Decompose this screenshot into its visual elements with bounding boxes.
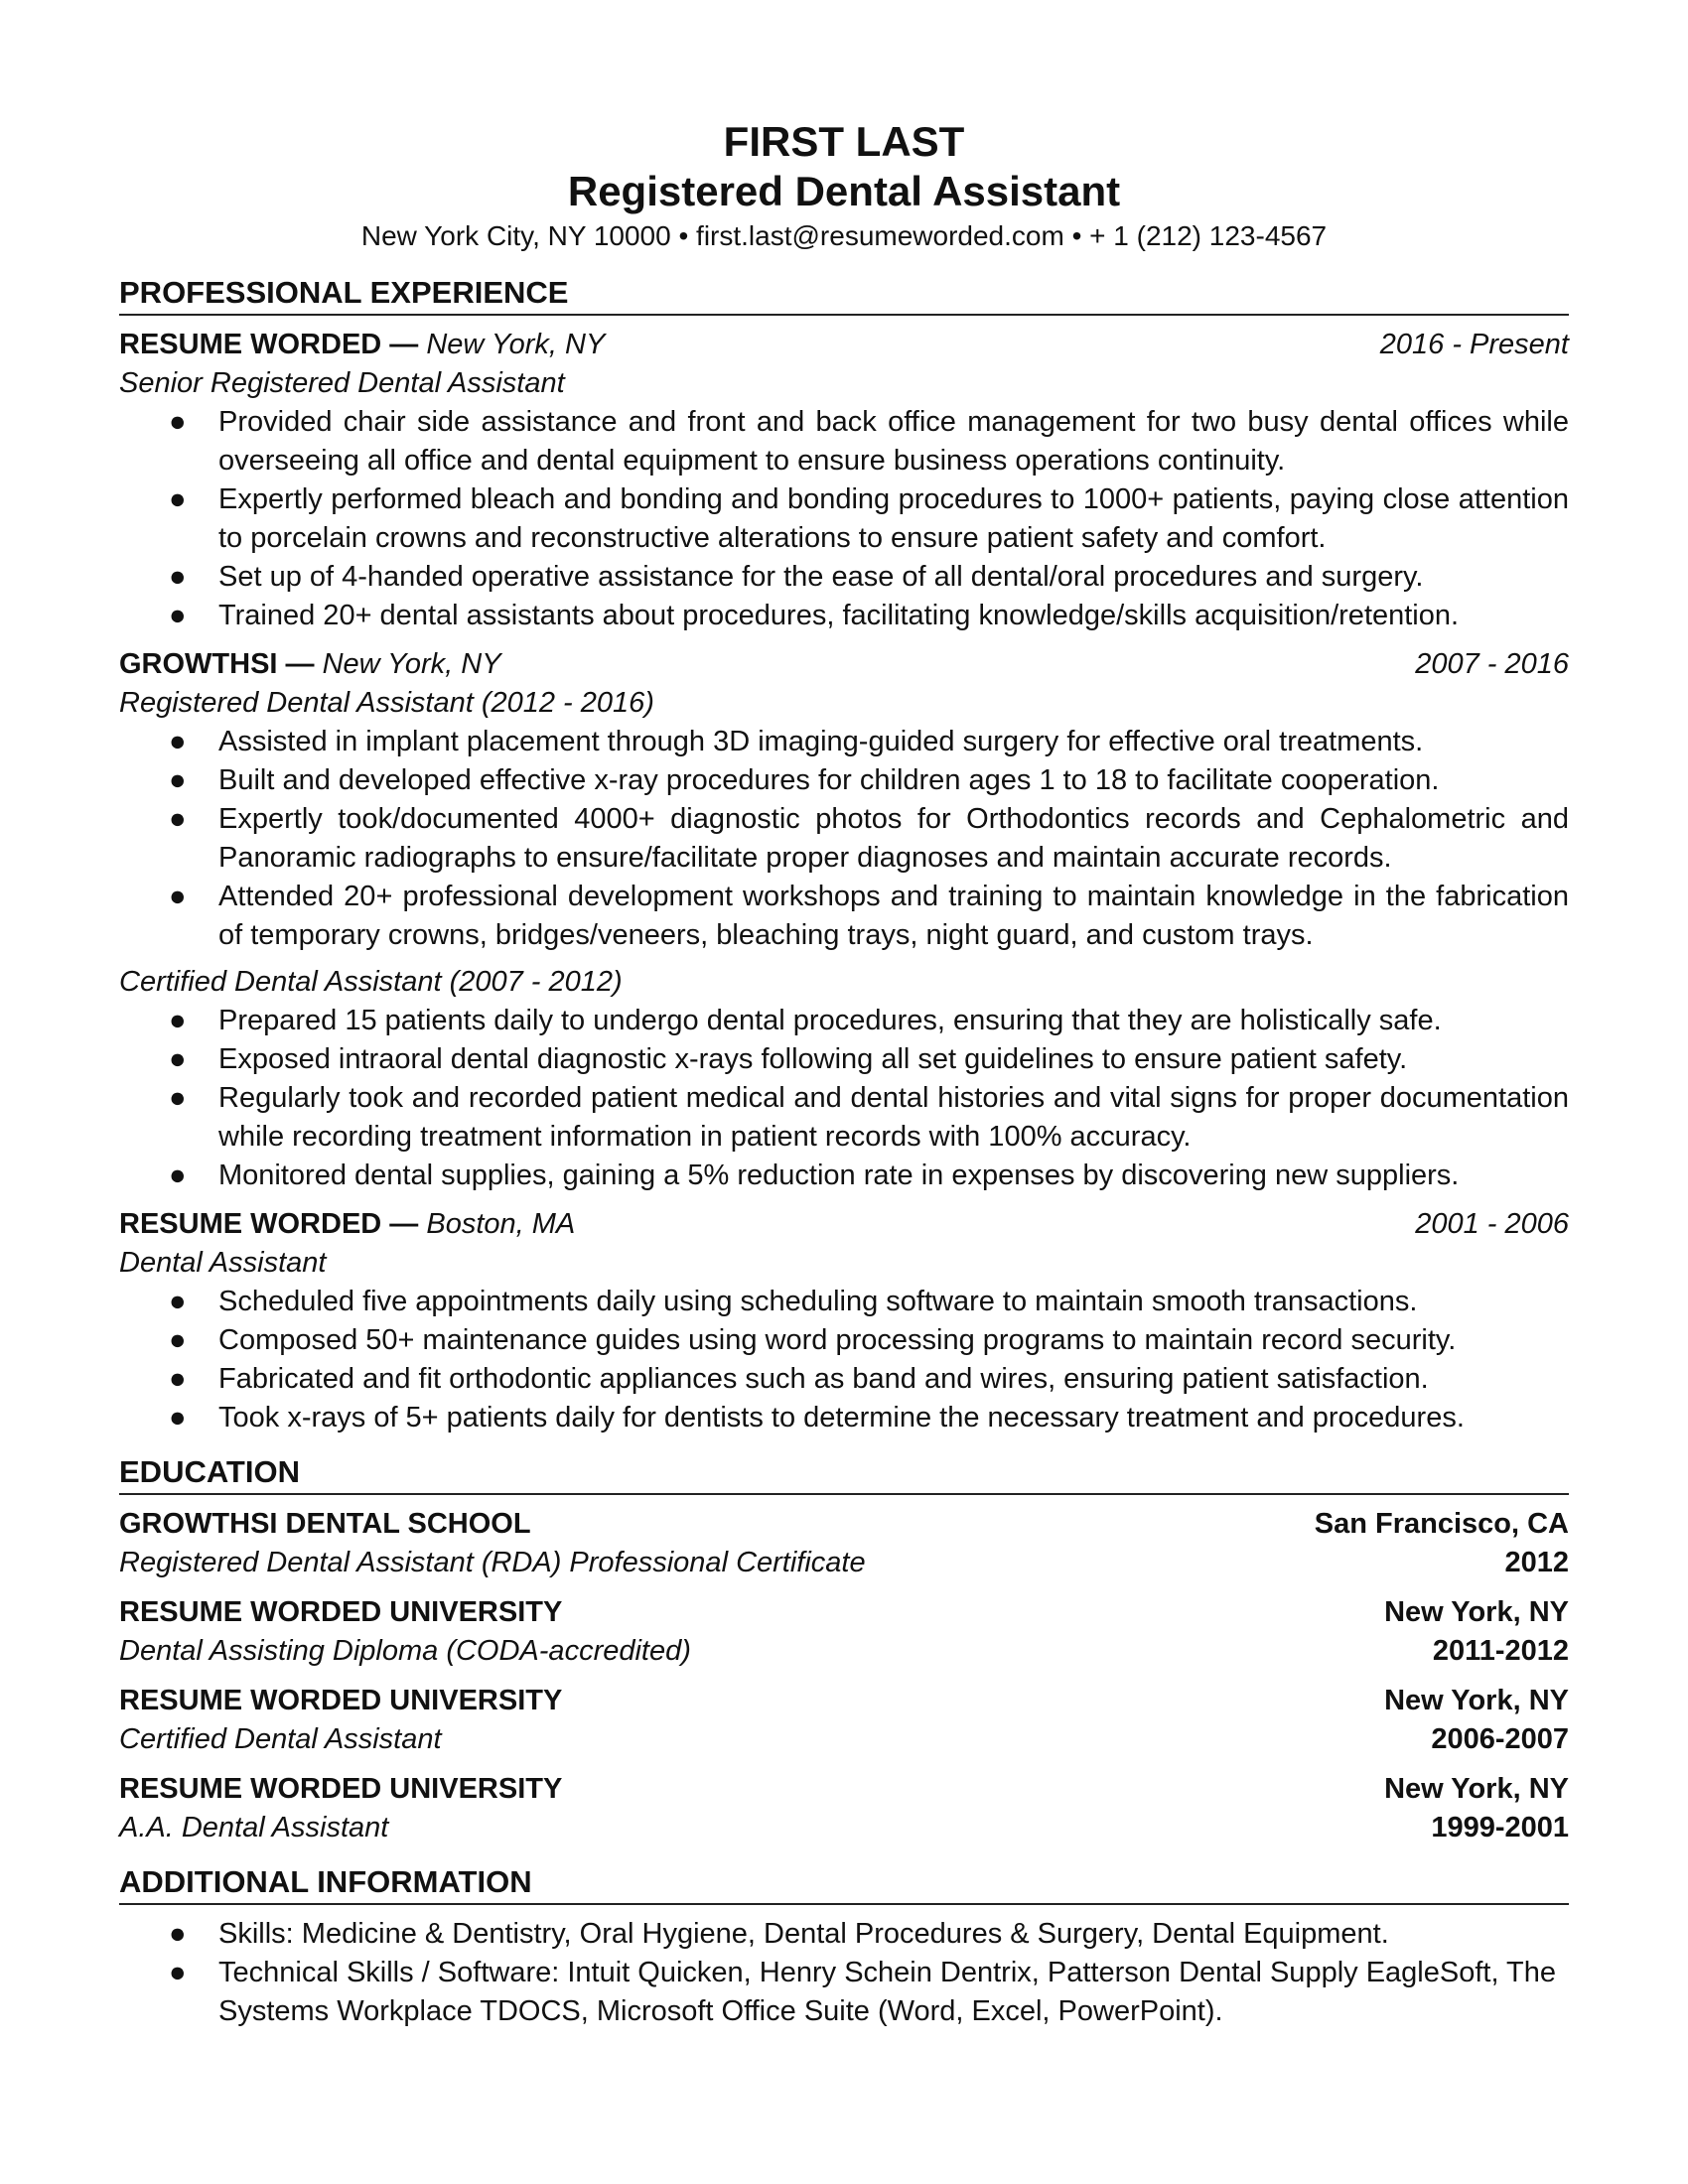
education-entry [119, 1682, 1569, 1759]
degree-year: 2012 [1504, 1547, 1569, 1578]
list-item [119, 1002, 1569, 1040]
school-location: San Francisco, CA [1314, 1508, 1569, 1540]
list-item [119, 1040, 1569, 1079]
list-item [119, 1360, 1569, 1399]
bullet-text: Regularly took and recorded patient medical and dental histories and vital signs for proper documentation while recording treatment information in patient records with 100% accuracy. [218, 1082, 1569, 1153]
degree-name: Registered Dental Assistant (RDA) Professional Certificate [119, 1547, 866, 1578]
education-entry [119, 1770, 1569, 1847]
bullet-text: Composed 50+ maintenance guides using word processing programs to maintain record security. [218, 1324, 1457, 1356]
list-item [119, 761, 1569, 800]
bullet-icon: ● [169, 1324, 187, 1356]
job-dates: 2001 - 2006 [1415, 1208, 1569, 1240]
candidate-name: FIRST LAST [723, 118, 965, 165]
bullet-text: Attended 20+ professional development workshops and training to maintain knowledge in the fabrication of temporary crowns, bridges/veneers, bleaching trays, night guard, and custom trays. [218, 881, 1569, 951]
school-name: RESUME WORDED UNIVERSITY [119, 1773, 563, 1805]
company-name: GROWTHSI — [119, 648, 315, 680]
job-employer [119, 1205, 575, 1244]
bullet-text: Monitored dental supplies, gaining a 5% reduction rate in expenses by discovering new suppliers. [218, 1160, 1460, 1191]
bullet-text: Provided chair side assistance and front and back office management for two busy dental offices while overseeing all office and dental equipment to ensure business operations continuity. [218, 406, 1569, 477]
bullet-icon: ● [169, 1402, 187, 1433]
education-header [119, 1593, 1569, 1632]
degree-name: Certified Dental Assistant [119, 1723, 442, 1755]
list-item [119, 1079, 1569, 1157]
job-header [119, 645, 1569, 684]
bullet-icon: ● [169, 881, 187, 912]
degree-year: 2006-2007 [1431, 1723, 1569, 1755]
bullet-list [119, 403, 1569, 635]
role-title: Dental Assistant [119, 1247, 327, 1279]
bullet-icon: ● [169, 1043, 187, 1075]
school-location: New York, NY [1384, 1596, 1569, 1628]
school-location: New York, NY [1384, 1685, 1569, 1716]
degree-name: A.A. Dental Assistant [119, 1812, 389, 1843]
list-item [119, 1157, 1569, 1195]
bullet-icon: ● [169, 561, 187, 593]
bullet-text: Skills: Medicine & Dentistry, Oral Hygiene, Dental Procedures & Surgery, Dental Equipment. [218, 1918, 1389, 1950]
job-entry [119, 645, 1569, 1195]
bullet-text: Fabricated and fit orthodontic appliances such as band and wires, ensuring patient satisfaction. [218, 1363, 1429, 1395]
job-entry [119, 326, 1569, 635]
list-item [119, 1283, 1569, 1321]
section-divider [119, 1903, 1569, 1905]
bullet-text: Expertly took/documented 4000+ diagnostic photos for Orthodontics records and Cephalometric and Panoramic radiographs to ensure/facilitate proper diagnoses and maintain accurate records. [218, 803, 1569, 874]
list-item [119, 878, 1569, 955]
role-title: Registered Dental Assistant (2012 - 2016) [119, 687, 654, 719]
section-divider [119, 314, 1569, 316]
bullet-text: Took x-rays of 5+ patients daily for dentists to determine the necessary treatment and procedures. [218, 1402, 1465, 1433]
bullet-text: Technical Skills / Software: Intuit Quicken, Henry Schein Dentrix, Patterson Dental Supply EagleSoft, The Systems Workplace TDOCS, Microsoft Office Suite (Word, Excel, PowerPoint). [218, 1957, 1557, 2027]
bullet-icon: ● [169, 600, 187, 631]
company-name: RESUME WORDED — [119, 1208, 419, 1240]
degree-name: Dental Assisting Diploma (CODA-accredited) [119, 1635, 691, 1667]
contact-line: New York City, NY 10000 • first.last@resumeworded.com • + 1 (212) 123-4567 [360, 220, 1328, 251]
bullet-text: Exposed intraoral dental diagnostic x-rays following all set guidelines to ensure patient safety. [218, 1043, 1408, 1075]
bullet-icon: ● [169, 1918, 187, 1950]
list-item [119, 558, 1569, 597]
list-item [119, 1954, 1569, 2031]
job-dates: 2007 - 2016 [1415, 648, 1569, 680]
bullet-text: Expertly performed bleach and bonding and bonding procedures to 1000+ patients, paying close attention to porcelain crowns and reconstructive alterations to ensure patient safety and comfort. [218, 483, 1569, 554]
education-entry [119, 1593, 1569, 1671]
list-item [119, 800, 1569, 878]
bullet-icon: ● [169, 764, 187, 796]
degree-year: 2011-2012 [1432, 1635, 1569, 1667]
education-entry [119, 1505, 1569, 1582]
job-title: Registered Dental Assistant [567, 168, 1121, 214]
job-header [119, 326, 1569, 364]
bullet-icon: ● [169, 1363, 187, 1395]
list-item [119, 480, 1569, 558]
resume-page [119, 117, 1569, 2045]
bullet-text: Built and developed effective x-ray procedures for children ages 1 to 18 to facilitate cooperation. [218, 764, 1440, 796]
bullet-text: Scheduled five appointments daily using scheduling software to maintain smooth transactions. [218, 1286, 1418, 1317]
bullet-icon: ● [169, 1160, 187, 1191]
bullet-text: Trained 20+ dental assistants about procedures, facilitating knowledge/skills acquisition/retention. [218, 600, 1460, 631]
education-detail [119, 1720, 1569, 1759]
bullet-icon: ● [169, 1005, 187, 1036]
education-header [119, 1770, 1569, 1809]
section-heading-additional: ADDITIONAL INFORMATION [119, 1864, 532, 1899]
list-item [119, 1915, 1569, 1954]
role-title: Certified Dental Assistant (2007 - 2012) [119, 966, 623, 998]
bullet-list [119, 1915, 1569, 2031]
education-section [119, 1451, 1569, 1847]
bullet-text: Assisted in implant placement through 3D imaging-guided surgery for effective oral treatments. [218, 726, 1424, 757]
bullet-icon: ● [169, 1957, 187, 1988]
bullet-icon: ● [169, 406, 187, 438]
list-item [119, 723, 1569, 761]
job-dates: 2016 - Present [1379, 329, 1569, 360]
list-item [119, 403, 1569, 480]
job-header [119, 1205, 1569, 1244]
bullet-text: Set up of 4-handed operative assistance for the ease of all dental/oral procedures and surgery. [218, 561, 1424, 593]
section-heading-experience: PROFESSIONAL EXPERIENCE [119, 275, 569, 310]
degree-year: 1999-2001 [1431, 1812, 1569, 1843]
list-item [119, 1321, 1569, 1360]
education-detail [119, 1544, 1569, 1582]
bullet-icon: ● [169, 803, 187, 835]
bullet-icon: ● [169, 483, 187, 515]
company-name: RESUME WORDED — [119, 329, 419, 360]
bullet-icon: ● [169, 726, 187, 757]
list-item [119, 597, 1569, 635]
bullet-icon: ● [169, 1286, 187, 1317]
education-detail [119, 1632, 1569, 1671]
role-title: Senior Registered Dental Assistant [119, 367, 565, 399]
education-header [119, 1682, 1569, 1720]
bullet-text: Prepared 15 patients daily to undergo dental procedures, ensuring that they are holistically safe. [218, 1005, 1442, 1036]
bullet-list [119, 1283, 1569, 1437]
bullet-list [119, 1002, 1569, 1195]
section-divider [119, 1493, 1569, 1495]
experience-section [119, 272, 1569, 1437]
company-location: New York, NY [426, 329, 606, 360]
list-item [119, 1399, 1569, 1437]
job-entry [119, 1205, 1569, 1437]
section-heading-education: EDUCATION [119, 1454, 300, 1489]
job-employer [119, 326, 605, 364]
education-detail [119, 1809, 1569, 1847]
company-location: New York, NY [322, 648, 501, 680]
school-name: RESUME WORDED UNIVERSITY [119, 1596, 563, 1628]
school-location: New York, NY [1384, 1773, 1569, 1805]
company-location: Boston, MA [426, 1208, 576, 1240]
bullet-list [119, 723, 1569, 955]
job-employer [119, 645, 501, 684]
additional-section [119, 1861, 1569, 2031]
bullet-icon: ● [169, 1082, 187, 1114]
school-name: RESUME WORDED UNIVERSITY [119, 1685, 563, 1716]
school-name: GROWTHSI DENTAL SCHOOL [119, 1508, 531, 1540]
education-header [119, 1505, 1569, 1544]
